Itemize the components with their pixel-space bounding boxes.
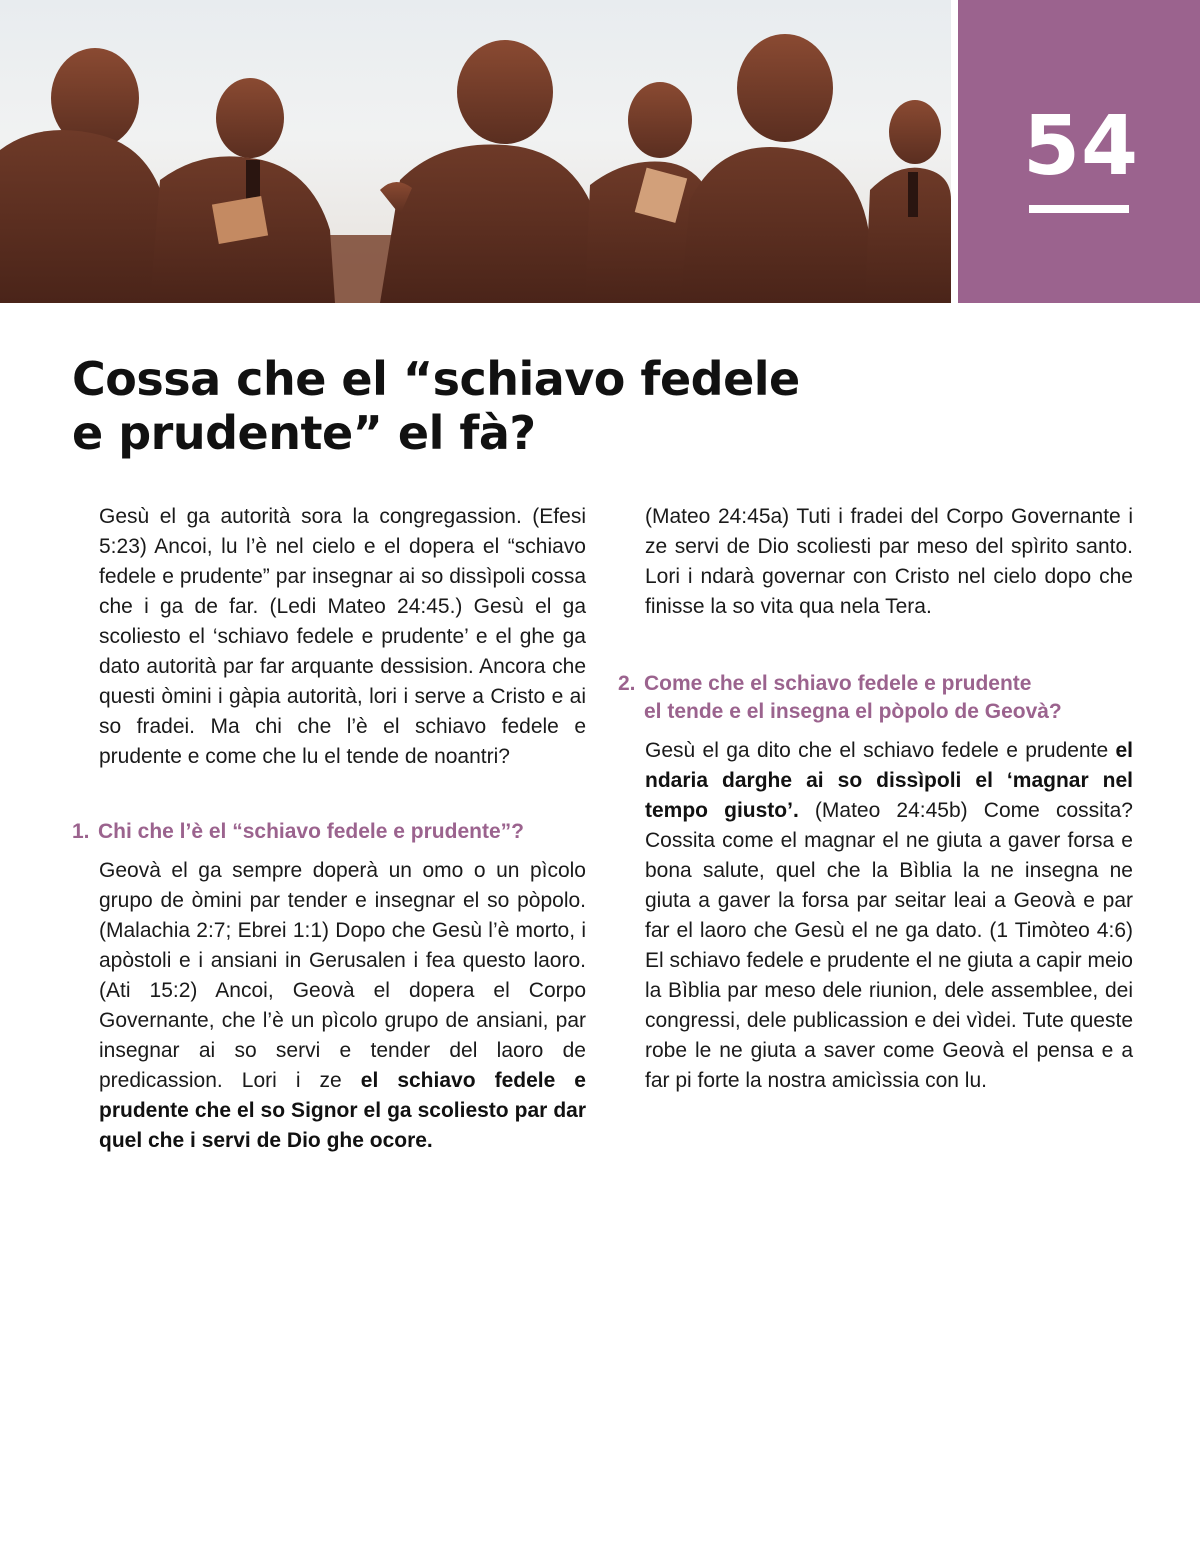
section-2-body (645, 736, 1133, 1096)
section-1-continued: (Mateo 24:45a) Tuti i fradei del Corpo Governante i ze servi de Dio scoliesti par meso del spìrito santo. Lori i ndarà governar con Cristo nel cielo dopo che finisse la so vita qua nela Tera. (645, 505, 1133, 618)
intro-paragraph: Gesù el ga autorità sora la congregassion. (Efesi 5:23) Ancoi, lu l’è nel cielo e el dopera el “schiavo fedele e prudente” par insegnar ai so dissìpoli cossa che i ga de far. (Ledi Mateo 24:45.) Gesù el ga scoliesto el ‘schiavo fedele e prudente’ e el ghe ga dato autorità par far arquante dessision. Ancora che questi òmini i gàpia autorità, lori i serve a Cristo e ai so fradei. Ma chi che l’è el schiavo fedele e prudente e come che lu el tende de noantri? (99, 505, 586, 768)
section-1-paragraph (99, 856, 586, 1156)
chapter-badge (958, 0, 1200, 303)
section-1-number: 1. (72, 820, 90, 843)
chapter-number: 54 (1022, 99, 1140, 194)
left-column (99, 502, 586, 772)
section-2-bold-text: el ndaria darghe ai so dissìpoli el ‘magnar nel tempo giusto’. (645, 739, 1133, 822)
section-2-heading-line-1: Come che el schiavo fedele e prudente (644, 672, 1032, 695)
section-1-heading (72, 818, 592, 846)
page-title (72, 352, 832, 460)
title-line-1: Cossa che el “schiavo fedele (72, 352, 800, 406)
section-1-text: Geovà el ga sempre doperà un omo o un pìcolo grupo de òmini par tender e insegnar el so pòpolo. (Malachia 2:7; Ebrei 1:1) Dopo che Gesù l’è morto, i apòstoli e i ansiani in Gerusalen i fea questo laoro. (Ati 15:2) Ancoi, Geovà el dopera el Corpo Governante, che l’è un pìcolo grupo de ansiani, par insegnar ai so servi e tender del laoro de predicassion. Lori i ze (99, 859, 586, 1092)
section-2-text-1: Gesù el ga dito che el schiavo fedele e prudente (645, 739, 1116, 762)
section-1-heading-text: Chi che l’è el “schiavo fedele e prudente”? (98, 820, 524, 843)
section-2-text-2: (Mateo 24:45b) Come cossita? Cossita come el magnar el ne giuta a gaver forsa e bona salute, quel che la Bìblia la ne insegna ne giuta a gaver la forsa par seitar leai a Geovà e par far el laoro che Gesù el ne ga dato. (1 Timòteo 4:6) El schiavo fedele e prudente el ne giuta a capir meio la Bìblia par meso dele riunion, dele assemblee, dei congressi, dele publicassion e dei vìdei. Tute queste robe le ne giuta a saver come Geovà el pensa e a far pi forte la nostra amicìssia con lu. (645, 799, 1133, 1092)
right-column (645, 502, 1133, 622)
section-2-number: 2. (618, 672, 636, 695)
section-2-paragraph (645, 736, 1133, 1096)
section-2-heading (618, 670, 1138, 726)
chapter-underline (1029, 205, 1129, 213)
section-1-body (99, 856, 586, 1156)
header-photo (0, 0, 951, 303)
section-1-bold-text: el schiavo fedele e prudente che el so Signor el ga scoliesto par dar quel che i servi de Dio ghe ocore. (99, 1069, 586, 1152)
title-line-2: e prudente” el fà? (72, 406, 536, 460)
section-2-heading-line-2: el tende e el insegna el pòpolo de Geovà? (644, 700, 1062, 723)
elders-silhouette-illustration (0, 0, 951, 303)
